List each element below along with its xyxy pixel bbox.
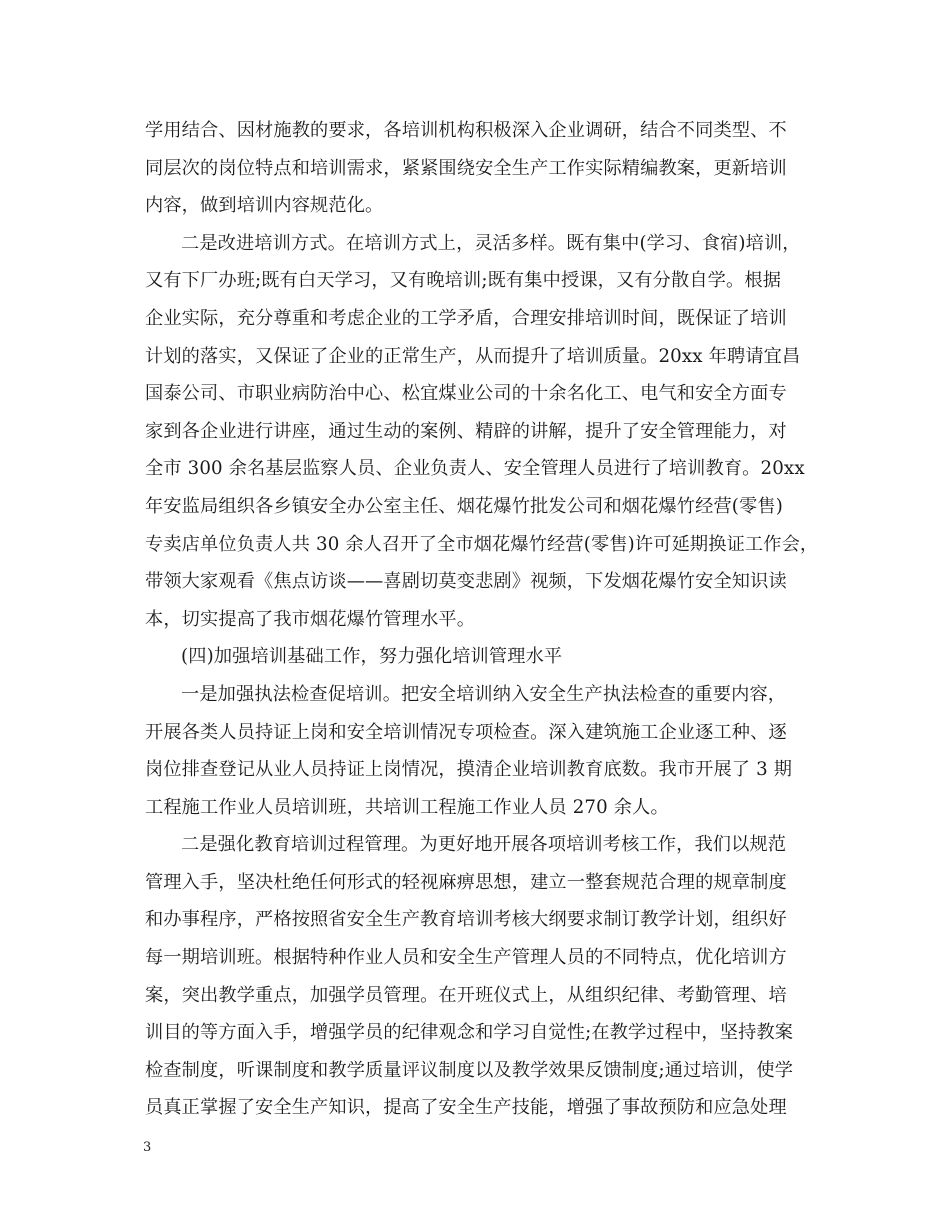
- text-line: 和办事程序，严格按照省安全生产教育培训考核大纲要求制订教学计划，组织好: [145, 909, 787, 931]
- page-number: 3: [143, 1140, 152, 1155]
- text-line: 又有下厂办班;既有白天学习，又有晚培训;既有集中授课，又有分散自学。根据: [145, 270, 782, 292]
- text-line: 检查制度，听课制度和教学质量评议制度以及教学效果反馈制度;通过培训，使学: [145, 1059, 794, 1081]
- text-line: 开展各类人员持证上岗和安全培训情况专项检查。深入建筑施工企业逐工种、逐: [145, 721, 787, 743]
- text-line: 学用结合、因材施教的要求，各培训机构积极深入企业调研，结合不同类型、不: [145, 120, 787, 141]
- text-line: 本，切实提高了我市烟花爆竹管理水平。: [145, 608, 476, 630]
- text-line: 工程施工作业人员培训班，共培训工程施工作业人员 270 余人。: [145, 796, 669, 818]
- text-line: 家到各企业进行讲座，通过生动的案例、精辟的讲解，提升了安全管理能力，对: [145, 420, 787, 442]
- text-line: 企业实际，充分尊重和考虑企业的工学矛盾，合理安排培训时间，既保证了培训: [145, 307, 787, 329]
- paragraph-first-line: (四)加强培训基础工作，努力强化培训管理水平: [181, 646, 563, 668]
- text-line: 计划的落实，又保证了企业的正常生产，从而提升了培训质量。20xx 年聘请宜昌: [145, 345, 801, 367]
- text-line: 管理入手，坚决杜绝任何形式的轻视麻痹思想，建立一整套规范合理的规章制度: [145, 871, 787, 893]
- text-line: 训目的等方面入手，增强学员的纪律观念和学习自觉性;在教学过程中，坚持教案: [145, 1022, 794, 1044]
- document-body: [145, 112, 825, 1127]
- text-line: 每一期培训班。根据特种作业人员和安全生产管理人员的不同特点，优化培训方: [145, 947, 787, 969]
- paragraph-first-line: 二是强化教育培训过程管理。为更好地开展各项培训考核工作，我们以规范: [181, 834, 787, 856]
- text-line: 带领大家观看《焦点访谈——喜剧切莫变悲剧》视频，下发烟花爆竹安全知识读: [145, 571, 787, 593]
- paragraph-first-line: 一是加强执法检查促培训。把安全培训纳入安全生产执法检查的重要内容，: [181, 683, 787, 705]
- text-line: 内容，做到培训内容规范化。: [145, 195, 384, 217]
- text-line: 员真正掌握了安全生产知识，提高了安全生产技能，增强了事故预防和应急处理: [145, 1097, 787, 1119]
- text-line: 年安监局组织各乡镇安全办公室主任、烟花爆竹批发公司和烟花爆竹经营(零售): [145, 495, 783, 517]
- text-line: 专卖店单位负责人共 30 余人召开了全市烟花爆竹经营(零售)许可延期换证工作会，: [145, 533, 819, 555]
- text-line: 国泰公司、市职业病防治中心、松宜煤业公司的十余名化工、电气和安全方面专: [145, 383, 787, 405]
- text-line: 同层次的岗位特点和培训需求，紧紧围绕安全生产工作实际精编教案，更新培训: [145, 157, 787, 179]
- text-line: 岗位排查登记从业人员持证上岗情况，摸清企业培训教育底数。我市开展了 3 期: [145, 759, 793, 781]
- paragraph-first-line: 二是改进培训方式。在培训方式上，灵活多样。既有集中(学习、食宿)培训，: [181, 232, 801, 254]
- text-line: 全市 300 余名基层监察人员、企业负责人、安全管理人员进行了培训教育。20xx: [145, 458, 805, 480]
- text-line: 案，突出教学重点，加强学员管理。在开班仪式上，从组织纪律、考勤管理、培: [145, 984, 787, 1006]
